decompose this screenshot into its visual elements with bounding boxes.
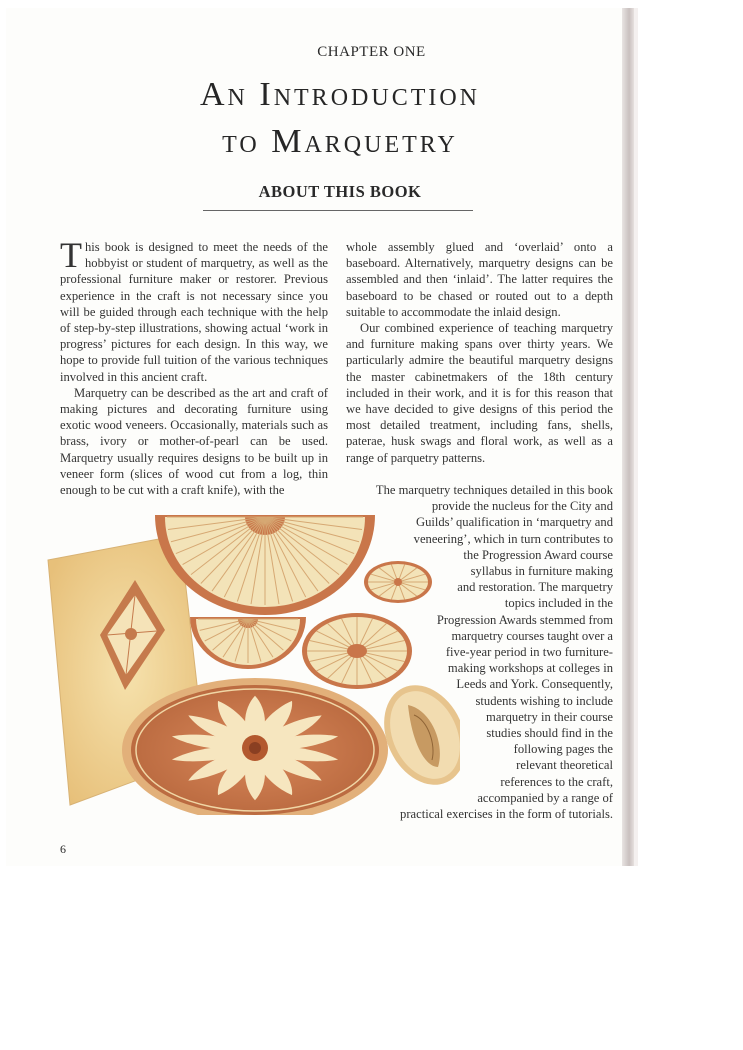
experience-paragraph: Our combined experience of teaching marquetry and furniture making spans over thirty years. We particularly admire the beautiful marquetry designs the master cabinetmakers of the 18th century included in their work, and it is for this reason that we have decided to give designs of this period the most detailed treatment, including fans, shells, paterae, husk swags and floral work, as well as a range of parquetry patterns. [346,321,613,465]
wrapped-paragraph-line: veneering’, which in turn contributes to [413,531,613,546]
large-fan-inlay [155,515,375,615]
small-oval-patera [364,561,432,603]
wrapped-paragraph-line: topics included in the [504,596,613,611]
wrapped-paragraph-line: practical exercises in the form of tutorials. [400,807,613,822]
wrapped-paragraph-line: Guilds’ qualification in ‘marquetry and [415,515,613,530]
chapter-label: CHAPTER ONE [317,44,426,60]
marquetry-samples-illustration [40,505,460,815]
wrapped-paragraph-line: and restoration. The marquetry [457,580,613,595]
wrapped-paragraph-line: provide the nucleus for the City and [431,499,613,514]
wrapped-paragraph-line: studies should find in the [486,726,613,741]
drop-cap: T [60,235,82,275]
chapter-title-line-2: to Marquetry [222,123,458,160]
wrapped-paragraph-line: marquetry courses taught over a [451,628,613,643]
left-column [60,235,328,498]
wrapped-paragraph-line: Progression Awards stemmed from [436,612,613,627]
intro-paragraph-text: his book is designed to meet the needs of the hobbyist or student of marquetry, as well as the professional furniture maker or restorer. Previous experience in the craft is not necessary since you will be guided through each technique with the help of step-by-step illustrations, showing actual ‘work in progress’ pictures for each design. In this way, we hope to provide full tuition of the various techniques involved in this ancient craft. [60,240,328,384]
wrapped-paragraph-line: Leeds and York. Consequently, [456,677,613,692]
intro-paragraph [60,235,328,385]
wrapped-paragraph-line: making workshops at colleges in [447,661,613,676]
wrapped-paragraph-line: accompanied by a range of [477,790,613,805]
wrapped-paragraph-line: following pages the [513,742,613,757]
wrapped-paragraph-line: references to the craft, [500,774,613,789]
wrapped-paragraph-line: syllabus in furniture making [470,564,613,579]
page-number: 6 [60,842,66,856]
section-heading: ABOUT THIS BOOK [258,182,422,201]
wrapped-paragraph-line: five-year period in two furniture- [445,645,613,660]
definition-paragraph: Marquetry can be described as the art and craft of making pictures and decorating furniture using exotic wood veneers. Occasionally, materials such as brass, ivory or mother-of-pearl can be used. Marquetry usually requires designs to be built up in veneer form (slices of wood cut from a log, thin enough to be cut with a craft knife), with the [60,385,328,498]
heading-rule [203,210,473,211]
small-fan-inlay [190,617,306,669]
medium-oval-patera [302,613,412,689]
wrapped-paragraph-line: relevant theoretical [516,758,613,773]
continued-paragraph: whole assembly glued and ‘overlaid’ onto a baseboard. Alternatively, marquetry designs can be assembled and then ‘inlaid’. The latter requires the baseboard to be chased or routed out to a depth suitable to accommodate the inlaid design. [346,240,613,319]
wrapped-paragraph-line: students wishing to include [475,693,613,708]
wrapped-paragraph-line: The marquetry techniques detailed in this book [375,483,613,497]
chapter-title-line-1: An Introduction [199,76,481,113]
wrapped-paragraph-line: marquetry in their course [486,709,613,724]
wrapped-paragraph-line: the Progression Award course [463,547,613,562]
right-column [346,239,613,466]
